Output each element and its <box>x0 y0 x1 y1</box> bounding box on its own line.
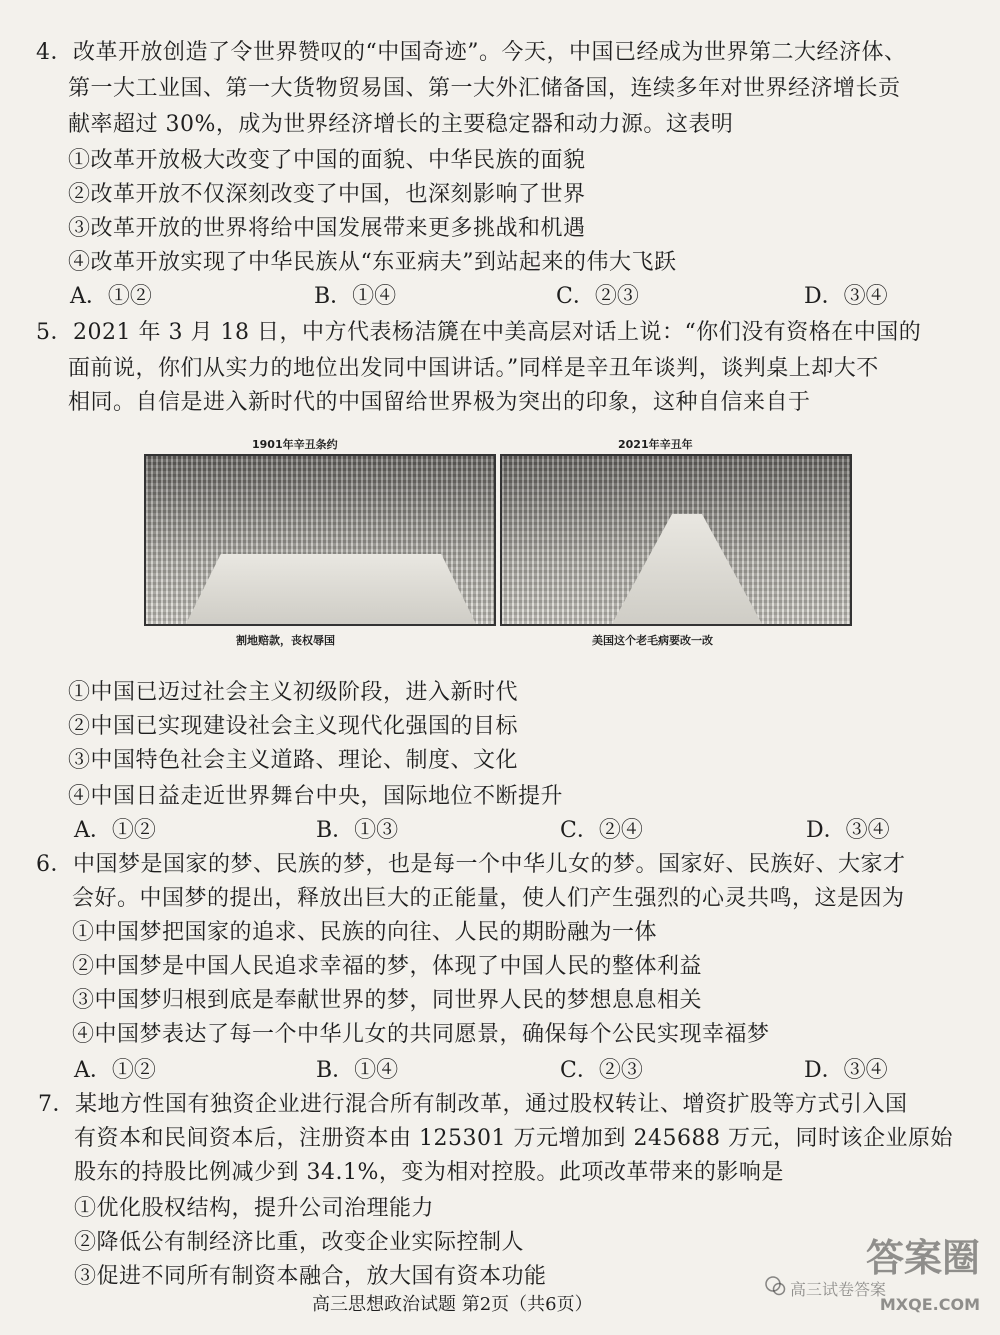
q6-item-2: ②中国梦是中国人民追求幸福的梦，体现了中国人民的整体利益 <box>72 954 703 979</box>
q4-options <box>0 282 1000 312</box>
q6-item-3: ③中国梦归根到底是奉献世界的梦，同世界人民的梦想息息相关 <box>72 988 703 1013</box>
q6-option-a[interactable]: A．①② <box>74 1058 156 1083</box>
q5-line-2: 面前说，你们从实力的地位出发同中国讲话。”同样是辛丑年谈判，谈判桌上却大不 <box>68 356 879 381</box>
q5-option-a[interactable]: A．①② <box>74 818 156 843</box>
q6-line-1: 6．中国梦是国家的梦、民族的梦，也是每一个中华儿女的梦。国家好、民族好、大家才 <box>36 852 906 877</box>
wechat-icon <box>764 1275 786 1297</box>
figure-right-title: 2021年辛丑年 <box>618 438 693 451</box>
photo-1901-treaty <box>144 454 496 626</box>
q4-item-3: ③改革开放的世界将给中国发展带来更多挑战和机遇 <box>68 216 586 241</box>
q5-item-2: ②中国已实现建设社会主义现代化强国的目标 <box>68 714 519 739</box>
q6-item-1: ①中国梦把国家的追求、民族的向往、人民的期盼融为一体 <box>72 920 658 945</box>
q6-option-c[interactable]: C．②③ <box>560 1058 643 1083</box>
q5-line-1: 5．2021 年 3 月 18 日，中方代表杨洁篪在中美高层对话上说：“你们没有资格在中国的 <box>36 320 922 345</box>
photo-2021-talks <box>500 454 852 626</box>
q6-option-b[interactable]: B．①④ <box>316 1058 399 1083</box>
q6-line-2: 会好。中国梦的提出，释放出巨大的正能量，使人们产生强烈的心灵共鸣，这是因为 <box>72 886 905 911</box>
comparison-figure <box>144 432 852 650</box>
q5-line-3: 相同。自信是进入新时代的中国留给世界极为突出的印象，这种自信来自于 <box>68 390 811 415</box>
q4-option-b[interactable]: B．①④ <box>314 284 397 309</box>
figure-right-caption: 美国这个老毛病要改一改 <box>592 634 713 647</box>
q4-line-1: 4．改革开放创造了令世界赞叹的“中国奇迹”。今天，中国已经成为世界第二大经济体、 <box>36 40 907 65</box>
q4-item-1: ①改革开放极大改变了中国的面貌、中华民族的面貌 <box>68 148 586 173</box>
q5-option-d[interactable]: D．③④ <box>806 818 890 843</box>
q6-item-4: ④中国梦表达了每一个中华儿女的共同愿景，确保每个公民实现幸福梦 <box>72 1022 770 1047</box>
q7-line-2: 有资本和民间资本后，注册资本由 125301 万元增加到 245688 万元，同时该企业原始 <box>74 1126 953 1151</box>
q5-item-4: ④中国日益走近世界舞台中央，国际地位不断提升 <box>68 784 564 809</box>
q7-line-1: 7．某地方性国有独资企业进行混合所有制改革，通过股权转让、增资扩股等方式引入国 <box>38 1092 908 1117</box>
figure-left-caption: 割地赔款，丧权辱国 <box>236 634 335 647</box>
q4-line-2: 第一大工业国、第一大货物贸易国、第一大外汇储备国，连续多年对世界经济增长贡 <box>68 76 901 101</box>
q4-item-2: ②改革开放不仅深刻改变了中国，也深刻影响了世界 <box>68 182 586 207</box>
q7-item-2: ②降低公有制经济比重，改变企业实际控制人 <box>74 1230 525 1255</box>
watermark-middle: 高三试卷答案 <box>790 1280 887 1299</box>
q5-item-3: ③中国特色社会主义道路、理论、制度、文化 <box>68 748 519 773</box>
figure-left-title: 1901年辛丑条约 <box>252 438 338 451</box>
q7-item-3: ③促进不同所有制资本融合，放大国有资本功能 <box>74 1264 547 1289</box>
watermark-top: 答案圈 <box>865 1236 980 1280</box>
watermark-bottom: MXQE.COM <box>879 1295 980 1314</box>
q4-item-4: ④改革开放实现了中华民族从“东亚病夫”到站起来的伟大飞跃 <box>68 250 677 275</box>
q4-option-a[interactable]: A．①② <box>70 284 152 309</box>
q6-options <box>0 1056 1000 1086</box>
q4-option-c[interactable]: C．②③ <box>556 284 639 309</box>
q7-item-1: ①优化股权结构，提升公司治理能力 <box>74 1196 435 1221</box>
q7-line-3: 股东的持股比例减少到 34.1%，变为相对控股。此项改革带来的影响是 <box>74 1160 784 1185</box>
q4-line-3: 献率超过 30%，成为世界经济增长的主要稳定器和动力源。这表明 <box>68 112 734 137</box>
q5-item-1: ①中国已迈过社会主义初级阶段，进入新时代 <box>68 680 519 705</box>
watermark-logo <box>750 1227 980 1317</box>
page-footer: 高三思想政治试题 第2页（共6页） <box>312 1294 593 1315</box>
q4-option-d[interactable]: D．③④ <box>804 284 888 309</box>
q6-option-d[interactable]: D．③④ <box>804 1058 888 1083</box>
q5-option-c[interactable]: C．②④ <box>560 818 643 843</box>
q5-option-b[interactable]: B．①③ <box>316 818 399 843</box>
q5-options <box>0 816 1000 846</box>
